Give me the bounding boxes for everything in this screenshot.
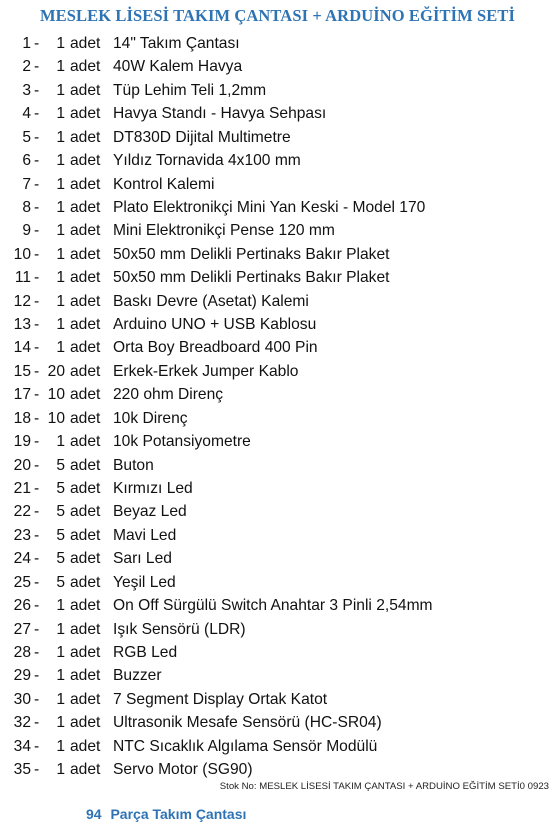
item-separator: - bbox=[34, 128, 40, 146]
item-name: Tüp Lehim Teli 1,2mm bbox=[113, 81, 267, 99]
total-label: Parça Takım Çantası bbox=[110, 806, 247, 822]
item-number: 24 bbox=[13, 550, 31, 568]
list-item bbox=[0, 477, 555, 500]
item-quantity: 5 bbox=[56, 480, 65, 498]
item-unit: adet bbox=[70, 339, 101, 357]
item-name: Işık Sensörü (LDR) bbox=[113, 620, 246, 638]
item-name: 220 ohm Direnç bbox=[113, 386, 224, 404]
total-count: 94 bbox=[86, 806, 102, 822]
item-quantity: 5 bbox=[56, 503, 65, 521]
item-name: NTC Sıcaklık Algılama Sensör Modülü bbox=[113, 737, 378, 755]
item-unit: adet bbox=[70, 480, 101, 498]
item-number: 21 bbox=[13, 480, 31, 498]
item-unit: adet bbox=[70, 81, 101, 99]
list-item bbox=[0, 126, 555, 149]
item-number: 12 bbox=[13, 292, 31, 310]
item-unit: adet bbox=[70, 503, 101, 521]
item-name: Baskı Devre (Asetat) Kalemi bbox=[113, 292, 309, 310]
list-item bbox=[0, 219, 555, 242]
item-quantity: 1 bbox=[56, 433, 65, 451]
item-name: 10k Direnç bbox=[113, 409, 188, 427]
item-name: 40W Kalem Havya bbox=[113, 58, 243, 76]
list-item bbox=[0, 594, 555, 617]
item-unit: adet bbox=[70, 152, 101, 170]
page-title: MESLEK LİSESİ TAKIM ÇANTASI + ARDUİNO EĞİTİM SETİ bbox=[39, 6, 516, 25]
item-unit: adet bbox=[70, 316, 101, 334]
item-unit: adet bbox=[70, 573, 101, 591]
item-separator: - bbox=[34, 269, 40, 287]
item-number: 11 bbox=[14, 269, 31, 287]
item-separator: - bbox=[34, 526, 40, 544]
list-item bbox=[0, 243, 555, 266]
item-name: 10k Potansiyometre bbox=[113, 433, 251, 451]
item-unit: adet bbox=[70, 175, 101, 193]
item-number: 1 bbox=[22, 35, 31, 52]
item-unit: adet bbox=[70, 409, 101, 427]
item-separator: - bbox=[34, 81, 40, 99]
item-unit: adet bbox=[70, 667, 101, 685]
item-unit: adet bbox=[70, 620, 101, 638]
item-number: 5 bbox=[22, 128, 31, 146]
list-item bbox=[0, 758, 555, 781]
item-unit: adet bbox=[70, 198, 101, 216]
list-item bbox=[0, 688, 555, 711]
item-quantity: 1 bbox=[56, 737, 65, 755]
item-number: 15 bbox=[13, 362, 31, 380]
item-separator: - bbox=[34, 292, 40, 310]
item-quantity: 5 bbox=[56, 526, 65, 544]
item-unit: adet bbox=[70, 222, 101, 240]
item-number: 13 bbox=[13, 316, 31, 334]
item-name: RGB Led bbox=[113, 643, 178, 661]
item-number: 4 bbox=[22, 105, 31, 123]
list-item bbox=[0, 735, 555, 758]
item-unit: adet bbox=[70, 269, 101, 287]
list-item bbox=[0, 500, 555, 523]
item-quantity: 10 bbox=[47, 409, 65, 427]
item-separator: - bbox=[34, 690, 40, 708]
item-quantity: 1 bbox=[56, 198, 65, 216]
item-number: 23 bbox=[13, 526, 31, 544]
item-number: 35 bbox=[13, 761, 31, 779]
item-separator: - bbox=[34, 152, 40, 170]
item-unit: adet bbox=[70, 245, 101, 263]
item-number: 7 bbox=[22, 175, 31, 193]
item-separator: - bbox=[34, 362, 40, 380]
list-item bbox=[0, 360, 555, 383]
item-separator: - bbox=[34, 198, 40, 216]
item-unit: adet bbox=[70, 737, 101, 755]
item-separator: - bbox=[34, 245, 40, 263]
list-item bbox=[0, 407, 555, 430]
item-name: Buzzer bbox=[113, 667, 162, 685]
item-quantity: 1 bbox=[56, 761, 65, 779]
item-name: Ultrasonik Mesafe Sensörü (HC-SR04) bbox=[113, 714, 382, 732]
item-name: Mini Elektronikçi Pense 120 mm bbox=[113, 222, 335, 240]
item-separator: - bbox=[34, 550, 40, 568]
item-name: Havya Standı - Havya Sehpası bbox=[113, 105, 327, 123]
item-name: Erkek-Erkek Jumper Kablo bbox=[113, 362, 299, 380]
item-separator: - bbox=[34, 105, 40, 123]
item-separator: - bbox=[34, 503, 40, 521]
item-unit: adet bbox=[70, 597, 101, 615]
item-unit: adet bbox=[70, 761, 101, 779]
item-unit: adet bbox=[70, 690, 101, 708]
item-separator: - bbox=[34, 573, 40, 591]
list-item bbox=[0, 571, 555, 594]
item-number: 14 bbox=[13, 339, 31, 357]
item-name: Kırmızı Led bbox=[113, 480, 193, 498]
list-item bbox=[0, 266, 555, 289]
item-name: Arduino UNO + USB Kablosu bbox=[113, 316, 317, 334]
item-name: DT830D Dijital Multimetre bbox=[113, 128, 291, 146]
item-unit: adet bbox=[70, 456, 101, 474]
total-summary bbox=[86, 806, 246, 822]
item-quantity: 20 bbox=[47, 362, 65, 380]
list-item bbox=[0, 641, 555, 664]
item-name: Orta Boy Breadboard 400 Pin bbox=[113, 339, 318, 357]
list-item bbox=[0, 173, 555, 196]
item-number: 34 bbox=[13, 737, 31, 755]
item-unit: adet bbox=[70, 362, 101, 380]
item-separator: - bbox=[34, 714, 40, 732]
item-name: Kontrol Kalemi bbox=[113, 175, 215, 193]
item-quantity: 1 bbox=[56, 35, 65, 52]
item-name: 50x50 mm Delikli Pertinaks Bakır Plaket bbox=[113, 269, 390, 287]
item-number: 10 bbox=[13, 245, 31, 263]
list-item bbox=[0, 547, 555, 570]
item-unit: adet bbox=[70, 386, 101, 404]
item-separator: - bbox=[34, 761, 40, 779]
item-separator: - bbox=[34, 667, 40, 685]
item-quantity: 1 bbox=[56, 597, 65, 615]
list-item bbox=[0, 524, 555, 547]
item-number: 8 bbox=[22, 198, 31, 216]
list-item bbox=[0, 336, 555, 359]
item-quantity: 1 bbox=[56, 105, 65, 123]
item-separator: - bbox=[34, 316, 40, 334]
list-item bbox=[0, 196, 555, 219]
item-number: 25 bbox=[13, 573, 31, 591]
list-item bbox=[0, 664, 555, 687]
item-quantity: 1 bbox=[56, 316, 65, 334]
item-separator: - bbox=[34, 456, 40, 474]
list-item bbox=[0, 618, 555, 641]
item-separator: - bbox=[34, 339, 40, 357]
item-number: 32 bbox=[13, 714, 31, 732]
item-quantity: 1 bbox=[56, 175, 65, 193]
item-quantity: 1 bbox=[56, 152, 65, 170]
item-unit: adet bbox=[70, 35, 101, 52]
item-separator: - bbox=[34, 643, 40, 661]
item-quantity: 1 bbox=[56, 667, 65, 685]
item-name: 50x50 mm Delikli Pertinaks Bakır Plaket bbox=[113, 245, 390, 263]
item-quantity: 1 bbox=[56, 620, 65, 638]
item-name: Sarı Led bbox=[113, 550, 172, 568]
item-name: 14" Takım Çantası bbox=[113, 35, 240, 52]
item-name: Yeşil Led bbox=[113, 573, 176, 591]
item-separator: - bbox=[34, 480, 40, 498]
item-unit: adet bbox=[70, 643, 101, 661]
item-unit: adet bbox=[70, 433, 101, 451]
item-unit: adet bbox=[70, 714, 101, 732]
list-item bbox=[0, 313, 555, 336]
item-number: 17 bbox=[13, 386, 31, 404]
item-unit: adet bbox=[70, 128, 101, 146]
list-item bbox=[0, 711, 555, 734]
item-separator: - bbox=[34, 58, 40, 76]
item-quantity: 1 bbox=[56, 690, 65, 708]
item-separator: - bbox=[34, 737, 40, 755]
list-item bbox=[0, 383, 555, 406]
item-number: 22 bbox=[13, 503, 31, 521]
item-number: 30 bbox=[13, 690, 31, 708]
item-number: 20 bbox=[13, 456, 31, 474]
item-quantity: 1 bbox=[56, 81, 65, 99]
item-name: Buton bbox=[113, 456, 154, 474]
item-separator: - bbox=[34, 222, 40, 240]
item-quantity: 1 bbox=[56, 714, 65, 732]
item-number: 6 bbox=[22, 152, 31, 170]
item-number: 29 bbox=[13, 667, 31, 685]
item-name: Servo Motor (SG90) bbox=[113, 761, 253, 779]
item-quantity: 1 bbox=[56, 643, 65, 661]
list-item bbox=[0, 55, 555, 78]
item-quantity: 1 bbox=[56, 292, 65, 310]
item-quantity: 5 bbox=[56, 550, 65, 568]
item-quantity: 5 bbox=[56, 573, 65, 591]
item-quantity: 5 bbox=[56, 456, 65, 474]
item-separator: - bbox=[34, 597, 40, 615]
item-number: 19 bbox=[13, 433, 31, 451]
item-name: Yıldız Tornavida 4x100 mm bbox=[113, 152, 301, 170]
item-quantity: 1 bbox=[56, 128, 65, 146]
item-number: 27 bbox=[13, 620, 31, 638]
item-quantity: 1 bbox=[56, 245, 65, 263]
list-item bbox=[0, 102, 555, 125]
item-unit: adet bbox=[70, 105, 101, 123]
item-name: 7 Segment Display Ortak Katot bbox=[113, 690, 328, 708]
list-item bbox=[0, 290, 555, 313]
item-number: 18 bbox=[13, 409, 31, 427]
list-item bbox=[0, 149, 555, 172]
item-number: 26 bbox=[13, 597, 31, 615]
item-name: Mavi Led bbox=[113, 526, 177, 544]
item-separator: - bbox=[34, 620, 40, 638]
item-name: On Off Sürgülü Switch Anahtar 3 Pinli 2,54mm bbox=[113, 597, 433, 615]
item-quantity: 1 bbox=[56, 269, 65, 287]
list-item bbox=[0, 79, 555, 102]
item-separator: - bbox=[34, 409, 40, 427]
list-item bbox=[0, 454, 555, 477]
item-list bbox=[0, 32, 555, 782]
item-unit: adet bbox=[70, 526, 101, 544]
item-number: 9 bbox=[22, 222, 31, 240]
list-item bbox=[0, 430, 555, 453]
item-quantity: 1 bbox=[56, 58, 65, 76]
item-number: 3 bbox=[22, 81, 31, 99]
item-separator: - bbox=[34, 386, 40, 404]
item-quantity: 10 bbox=[47, 386, 65, 404]
item-number: 2 bbox=[22, 58, 31, 76]
stock-number: Stok No: MESLEK LİSESİ TAKIM ÇANTASI + ARDUİNO EĞİTİM SETİ0 0923 bbox=[219, 781, 549, 792]
list-item bbox=[0, 32, 555, 55]
item-unit: adet bbox=[70, 292, 101, 310]
item-quantity: 1 bbox=[56, 339, 65, 357]
item-unit: adet bbox=[70, 58, 101, 76]
item-name: Plato Elektronikçi Mini Yan Keski - Model 170 bbox=[113, 198, 426, 216]
item-name: Beyaz Led bbox=[113, 503, 187, 521]
item-number: 28 bbox=[13, 643, 31, 661]
item-separator: - bbox=[34, 35, 40, 52]
item-unit: adet bbox=[70, 550, 101, 568]
item-quantity: 1 bbox=[56, 222, 65, 240]
item-separator: - bbox=[34, 175, 40, 193]
item-separator: - bbox=[34, 433, 40, 451]
